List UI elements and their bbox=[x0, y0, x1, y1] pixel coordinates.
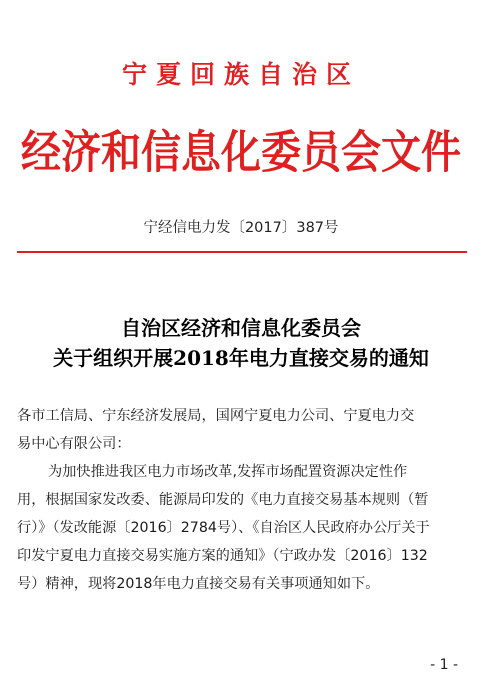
body-paragraph-line-4: 印发宁夏电力直接交易实施方案的通知》（宁政办发〔2016〕132 bbox=[17, 548, 428, 564]
notice-title-line-1: 自治区经济和信息化委员会 bbox=[121, 316, 361, 340]
page-number: - 1 - bbox=[430, 657, 458, 673]
notice-title-line-2: 关于组织开展2018年电力直接交易的通知 bbox=[53, 346, 429, 370]
issuing-committee-heading: 经济和信息化委员会文件 bbox=[21, 126, 461, 179]
body-paragraph-line-2: 用，根据国家发改委、能源局印发的《电力直接交易基本规则（暂 bbox=[17, 492, 429, 508]
body-paragraph-line-3: 行）》（发改能源〔2016〕2784号）、《自治区人民政府办公厅关于 bbox=[17, 520, 430, 536]
addressee-line-1: 各市工信局、宁东经济发展局，国网宁夏电力公司、宁夏电力交 bbox=[17, 408, 415, 424]
body-paragraph-line-1: 为加快推进我区电力市场改革,发挥市场配置资源决定性作 bbox=[48, 464, 408, 480]
red-separator-line bbox=[17, 251, 467, 253]
document-number: 宁经信电力发〔2017〕387号 bbox=[143, 220, 339, 236]
addressee-line-2: 易中心有限公司： bbox=[17, 436, 131, 452]
body-paragraph-line-5: 号）精神，现将2018年电力直接交易有关事项通知如下。 bbox=[17, 576, 380, 592]
notice-body bbox=[17, 402, 465, 598]
issuing-region: 宁夏回族自治区 bbox=[121, 60, 360, 89]
